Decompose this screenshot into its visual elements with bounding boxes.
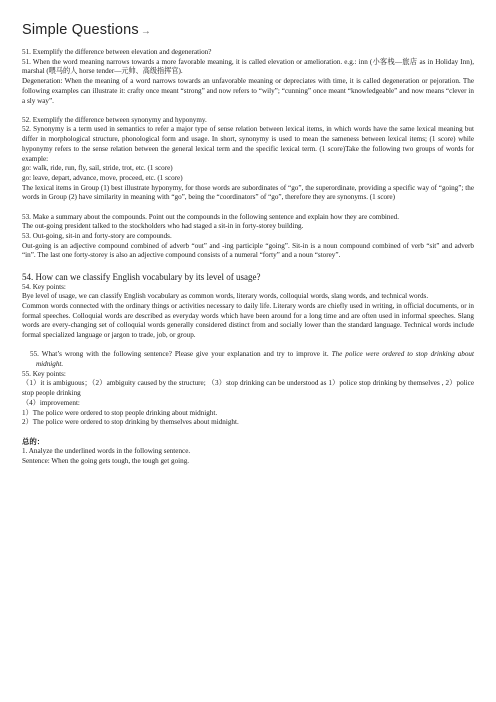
answer-52-definition: 52. Synonymy is a term used in semantics to refer a major type of sense relation between lexical items, in which words have the same lexical meaning but differ in morphological structure, phonological form and usage. In short, synonymy is used to mean the sameness between lexical items; (1 score) while hyponymy refers to the sense relation between the general lexical term and the specific lexical term. (1 score)Take the following two groups of words for example:	[22, 125, 474, 163]
question-53-sentence: The out-going president talked to the stockholders who had staged a sit-in in forty-storey building.	[22, 222, 304, 231]
question-52: 52. Exemplify the difference between synonymy and hyponymy.	[22, 115, 207, 124]
answer-51-elevation: 51. When the word meaning narrows towards a more favorable meaning, it is called elevation or amelioration. e.g.: inn (小客栈—旅店 as in Holiday Inn), marshal (喂马的人 horse tender—元帅、高级指挥官).	[22, 57, 474, 76]
answer-51-degeneration: Degeneration: When the meaning of a word narrows towards an unfavorable meaning or depreciates with time, it is called degeneration or pejoration. The following examples can illustrate it: crafty once meant “strong” and now refers to “wily”; “cunning” once meant “knowledgeable” and now means “clever in a sly way”.	[22, 77, 474, 105]
question-53: 53. Make a summary about the compounds. Point out the compounds in the following sentence and explain how they are combined.	[22, 212, 399, 221]
question-55-prompt: 55. What’s wrong with the following sentence? Please give your explanation and try to improve it.	[30, 350, 332, 359]
answer-55-improvement-2: 2）The police were ordered to stop drinking by themselves about midnight.	[22, 418, 239, 427]
summary-question-1: 1. Analyze the underlined words in the following sentence.	[22, 447, 191, 456]
question-55-sentence: The police were ordered to stop drinking about midnight.	[36, 350, 474, 368]
answer-55-analysis: （1）it is ambiguous；（2）ambiguity caused by the structure; （3）stop drinking can be understood as 1）police stop drinking by themselves , 2）police stop people drinking	[22, 379, 474, 398]
answer-52-explanation: The lexical items in Group (1) best illustrate hyponymy, for those words are subordinates of “go”, the superordinate, providing a specific way of “going”; the words in Group (2) have similarity in meaning with “go”, being the “coordinators” of “go”, therefore they are synonyms. (1 score)	[22, 183, 474, 202]
answer-53-explanation: Out-going is an adjective compound combined of adverb “out” and -ing participle “going”. Sit-in is a noun compound combined of verb “sit” and adverb “in”. The last one forty-storey is also an adjective compound consists of a numeral “forty” and a noun “storey”.	[22, 241, 474, 260]
question-55	[22, 350, 474, 369]
spacer	[22, 341, 474, 351]
answer-54-details: Common words connected with the ordinary things or activities necessary to daily life. Literary words are chiefly used in writing, in official documents, or in formal speeches. Colloquial words are described as everyday words which have been around for a long time and are often used in informal speeches. Slang words are every-changing set of colloquial words generally considered distinct from and socially lower than the standard language. Technical words include formal specialized language or jargon to trade, job, or group.	[22, 301, 474, 340]
document-body	[22, 48, 474, 467]
answer-54-key-points: 54. Key points:	[22, 282, 66, 291]
answer-54-classification: Bye level of usage, we can classify English vocabulary as common words, literary words, colloquial words, slang words, and technical words.	[22, 292, 429, 301]
answer-55-key-points: 55. Key points:	[22, 369, 66, 378]
answer-53-compounds: 53. Out-going, sit-in and forty-story are compounds.	[22, 231, 172, 240]
page-title-text: Simple Questions	[22, 22, 139, 38]
spacer	[22, 203, 474, 213]
answer-52-group-2: go: leave, depart, advance, move, proceed, etc. (1 score)	[22, 173, 183, 182]
question-54: 54. How can we classify English vocabulary by its level of usage?	[22, 271, 261, 282]
title-arrow-mark: →	[140, 26, 152, 37]
answer-52-group-1: go: walk, ride, run, fly, sail, stride, trot, etc. (1 score)	[22, 164, 173, 173]
summary-heading: 总的：	[22, 437, 45, 447]
answer-55-improvement-1: 1）The police were ordered to stop people drinking about midnight.	[22, 408, 218, 417]
spacer	[22, 261, 474, 271]
spacer	[22, 428, 474, 438]
answer-55-improvement-label: （4）improvement:	[22, 398, 80, 407]
question-51: 51. Exemplify the difference between elevation and degeneration?	[22, 48, 212, 56]
page-title	[22, 22, 151, 38]
spacer	[22, 106, 474, 116]
summary-sentence: Sentence: When the going gets tough, the tough get going.	[22, 456, 190, 465]
